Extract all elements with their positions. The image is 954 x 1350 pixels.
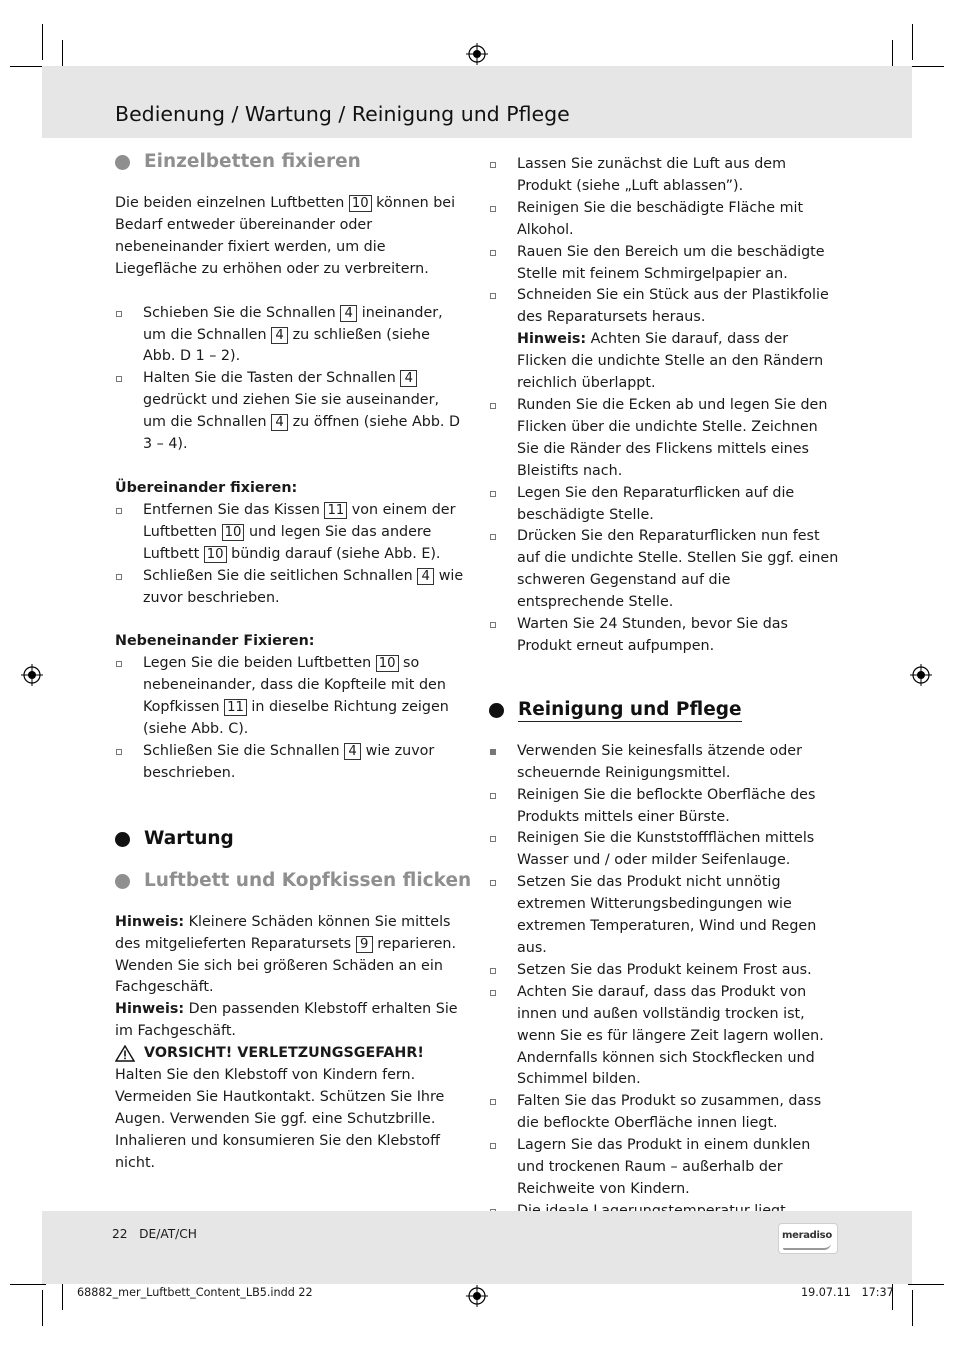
warning-triangle-icon (115, 1045, 135, 1062)
registration-mark-icon (466, 1285, 488, 1307)
checkbox-bullet-icon (116, 508, 122, 514)
list-item: Warten Sie 24 Stunden, bevor Sie das Produkt erneut aufpumpen. (489, 614, 839, 658)
registration-mark-icon (21, 664, 43, 686)
part-reference: 4 (400, 370, 417, 387)
checkbox-bullet-icon (490, 793, 496, 799)
print-slug-date: 19.07.11 17:37 (801, 1286, 894, 1299)
checkbox-bullet-icon (116, 376, 122, 382)
list-item: Schneiden Sie ein Stück aus der Plastikfolie des Reparatursets heraus. Hinweis: Achten Sie darauf, dass der Flicken die undichte Stelle an den Rändern reichlich überlappt. (489, 285, 839, 395)
crop-mark (912, 1290, 913, 1326)
list-item: Entfernen Sie das Kissen 11 von einem der Luftbetten 10 und legen Sie das andere Luftbett 10 bündig darauf (siehe Abb. E). (115, 500, 465, 566)
part-reference: 4 (271, 414, 288, 431)
checkbox-bullet-icon (490, 534, 496, 540)
page-number: 22 DE/AT/CH (112, 1227, 197, 1241)
subheading-nebeneinander: Nebeneinander Fixieren: (115, 633, 315, 650)
list-item: Falten Sie das Produkt so zusammen, dass die beflockte Oberfläche innen liegt. (489, 1091, 839, 1135)
list-item: Lassen Sie zunächst die Luft aus dem Produkt (siehe „Luft ablassen”). (489, 154, 839, 198)
header-band (42, 66, 912, 138)
list-item: Rauen Sie den Bereich um die beschädigte Stelle mit feinem Schmirgelpapier an. (489, 242, 839, 286)
checkbox-bullet-icon (490, 1143, 496, 1149)
bullet-dot-icon (489, 703, 504, 718)
page-title: Bedienung / Wartung / Reinigung und Pflege (115, 102, 570, 126)
list-item: Verwenden Sie keinesfalls ätzende oder scheuernde Reinigungsmittel. (489, 741, 839, 785)
crop-mark (10, 66, 46, 67)
part-reference: 10 (222, 524, 245, 541)
part-reference: 4 (344, 743, 361, 760)
part-reference: 4 (417, 568, 434, 585)
crop-mark (42, 1290, 43, 1326)
crop-mark (912, 24, 913, 60)
section-heading-reinigung: Reinigung und Pflege (489, 698, 839, 722)
checkbox-bullet-icon (490, 491, 496, 497)
list-item: Lagern Sie das Produkt in einem dunklen und trockenen Raum – außerhalb der Reichweite von Kindern. (489, 1135, 839, 1201)
right-column (489, 154, 839, 1245)
part-reference: 11 (324, 502, 347, 519)
checkbox-bullet-icon (116, 661, 122, 667)
part-reference: 4 (271, 327, 288, 344)
checkbox-bullet-icon (116, 749, 122, 755)
list-item: Drücken Sie den Reparaturflicken nun fest auf die undichte Stelle. Stellen Sie ggf. einen schweren Gegenstand auf die entsprechende Stelle. (489, 526, 839, 614)
part-reference: 4 (340, 305, 357, 322)
warning-text: Halten Sie den Klebstoff von Kindern fern. Vermeiden Sie Hautkontakt. Schützen Sie Ihre Augen. Verwenden Sie ggf. eine Schutzbrille. Inhalieren und konsumieren Sie den Klebstoff nicht. (115, 1067, 445, 1171)
list-item: Schließen Sie die seitlichen Schnallen 4 wie zuvor beschrieben. (115, 566, 465, 610)
crop-mark (42, 24, 43, 60)
registration-mark-icon (466, 43, 488, 65)
checkbox-bullet-icon (490, 622, 496, 628)
section-heading-einzelbetten: Einzelbetten fixieren (115, 150, 465, 174)
logo-swoosh-icon (783, 1243, 831, 1250)
section-heading-flicken: Luftbett und Kopfkissen flicken (115, 869, 465, 893)
checkbox-bullet-icon (490, 250, 496, 256)
crop-mark (908, 1284, 944, 1285)
list-item: Schieben Sie die Schnallen 4 ineinander, um die Schnallen 4 zu schließen (siehe Abb. D 1 – 2). (115, 303, 465, 369)
checkbox-bullet-icon (490, 206, 496, 212)
brand-logo: meradiso (778, 1223, 838, 1254)
list-item: Legen Sie den Reparaturflicken auf die beschädigte Stelle. (489, 483, 839, 527)
checkbox-bullet-icon (490, 968, 496, 974)
part-reference: 9 (356, 936, 373, 953)
list-item: Setzen Sie das Produkt keinem Frost aus. (489, 960, 839, 982)
part-reference: 11 (224, 699, 247, 716)
list-item: Reinigen Sie die Kunststoffflächen mittels Wasser und / oder milder Seifenlauge. (489, 828, 839, 872)
bullet-dot-icon (115, 874, 130, 889)
hinweis-paragraph: Hinweis: Den passenden Klebstoff erhalten Sie im Fachgeschäft. (115, 1001, 458, 1040)
list-item: Reinigen Sie die beschädigte Fläche mit Alkohol. (489, 198, 839, 242)
crop-mark (10, 1284, 46, 1285)
list-item: Reinigen Sie die beflockte Oberfläche des Produkts mittels einer Bürste. (489, 785, 839, 829)
checkbox-bullet-icon (490, 293, 496, 299)
warning-heading: VORSICHT! VERLETZUNGSGEFAHR! (115, 1043, 465, 1065)
checkbox-bullet-icon (490, 403, 496, 409)
checkbox-bullet-icon (490, 990, 496, 996)
part-reference: 10 (349, 195, 372, 212)
list-item: Setzen Sie das Produkt nicht unnötig extremen Witterungsbedingungen wie extremen Temperaturen, Wind und Regen aus. (489, 872, 839, 960)
section-heading-wartung: Wartung (115, 827, 465, 851)
hinweis-paragraph: Hinweis: Kleinere Schäden können Sie mittels des mitgelieferten Reparatursets 9 reparieren. Wenden Sie sich bei größeren Schäden an ein Fachgeschäft. (115, 913, 457, 996)
checkbox-bullet-icon (490, 880, 496, 886)
paragraph: Die beiden einzelnen Luftbetten 10 können bei Bedarf entweder übereinander oder nebeneinander fixiert werden, um die Liegefläche zu erhöhen oder zu verbreitern. (115, 195, 456, 277)
list-item: Achten Sie darauf, dass das Produkt von innen und außen vollständig trocken ist, wenn Sie es für längere Zeit lagern wollen. Andernfalls können sich Stockflecken und Schimmel bilden. (489, 982, 839, 1092)
print-slug-file: 68882_mer_Luftbett_Content_LB5.indd 22 (77, 1286, 313, 1299)
list-item: Schließen Sie die Schnallen 4 wie zuvor beschrieben. (115, 741, 465, 785)
list-item: Runden Sie die Ecken ab und legen Sie den Flicken über die undichte Stelle. Zeichnen Sie die Ränder des Flickens mittels eines Bleistifts nach. (489, 395, 839, 483)
checkbox-bullet-icon (116, 574, 122, 580)
checkbox-bullet-icon (490, 836, 496, 842)
left-column (115, 150, 472, 1175)
footer-band (42, 1211, 912, 1284)
list-item: Legen Sie die beiden Luftbetten 10 so nebeneinander, dass die Kopfteile mit den Kopfkissen 11 in dieselbe Richtung zeigen (siehe Abb. C). (115, 653, 465, 741)
checkbox-bullet-icon (116, 311, 122, 317)
bullet-dot-icon (115, 832, 130, 847)
checkbox-bullet-icon (490, 162, 496, 168)
checkbox-bullet-icon (490, 1099, 496, 1105)
registration-mark-icon (910, 664, 932, 686)
part-reference: 10 (204, 546, 227, 563)
part-reference: 10 (376, 655, 399, 672)
list-item: Halten Sie die Tasten der Schnallen 4 gedrückt und ziehen Sie sie auseinander, um die Schnallen 4 zu öffnen (siehe Abb. D 3 – 4). (115, 368, 465, 456)
filled-square-bullet-icon (490, 749, 496, 755)
bullet-dot-icon (115, 155, 130, 170)
subheading-uebereinander: Übereinander fixieren: (115, 479, 298, 496)
crop-mark (908, 66, 944, 67)
